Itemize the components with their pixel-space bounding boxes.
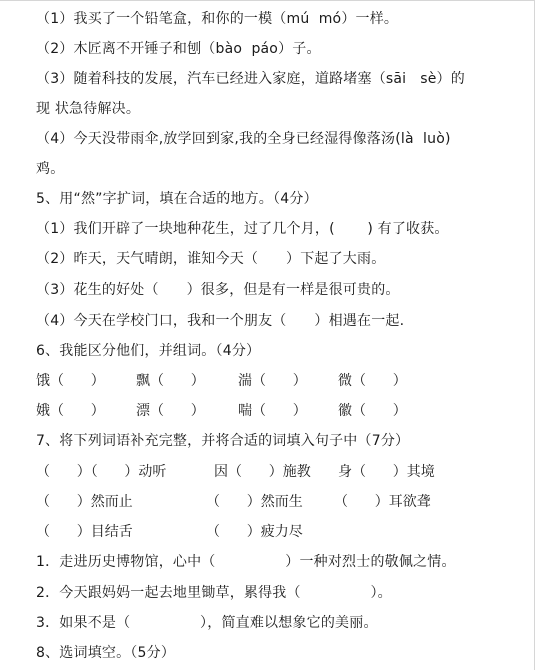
q6-row1-word-1: 饿（ ） xyxy=(36,373,105,389)
q8-title: 8、选词填空。（5分） xyxy=(36,645,176,661)
q5-item-3: （3）花生的好处（ ）很多，但是有一样是很可贵的。 xyxy=(36,282,400,298)
page-border-top xyxy=(0,0,534,1)
q7-sentence-3: 3．如果不是（ ），简直难以想象它的美丽。 xyxy=(36,615,378,631)
q6-row1-word-2: 飘（ ） xyxy=(136,373,205,389)
q7-row3-idiom-2: （ ）疲力尽 xyxy=(206,524,303,540)
q7-row1-idiom-1: （ ）（ ）动听 xyxy=(36,464,167,480)
q4-item-4-cont: 鸡。 xyxy=(36,161,65,177)
q6-row2-word-2: 漂（ ） xyxy=(136,403,205,419)
q4-item-2: （2）木匠离不开锤子和刨（bào páo）子。 xyxy=(36,41,321,57)
q7-row1-idiom-2: 因（ ）施教 xyxy=(214,464,311,480)
q4-item-4: （4）今天没带雨伞,放学回到家,我的全身已经湿得像落汤(là luò) xyxy=(36,131,451,147)
q6-row1-word-3: 湍（ ） xyxy=(238,373,307,389)
q6-row2-word-3: 喘（ ） xyxy=(238,403,307,419)
q5-title: 5、用“然”字扩词，填在合适的地方。（4分） xyxy=(36,191,318,207)
q4-item-1: （1）我买了一个铅笔盒，和你的一模（mú mó）一样。 xyxy=(36,11,399,27)
q7-sentence-1: 1．走进历史博物馆，心中（ ）一种对烈士的敬佩之情。 xyxy=(36,554,456,570)
q5-item-1: （1）我们开辟了一块地种花生，过了几个月，( ) 有了收获。 xyxy=(36,221,449,237)
q7-row1-idiom-3: 身（ ）其境 xyxy=(338,464,435,480)
q7-row3-idiom-1: （ ）目结舌 xyxy=(36,524,133,540)
q7-row2-idiom-1: （ ）然而止 xyxy=(36,494,133,510)
q7-sentence-2: 2．今天跟妈妈一起去地里锄草，累得我（ ）。 xyxy=(36,585,392,601)
q4-item-3: （3）随着科技的发展，汽车已经进入家庭，道路堵塞（sāi sè）的 xyxy=(36,71,465,87)
q4-item-3-cont: 现 状急待解决。 xyxy=(36,101,141,117)
q6-title: 6、我能区分他们，并组词。（4分） xyxy=(36,343,261,359)
q6-row2-word-1: 娥（ ） xyxy=(36,403,105,419)
q5-item-2: （2）昨天，天气晴朗，谁知今天（ ）下起了大雨。 xyxy=(36,251,386,267)
page-border-right xyxy=(534,0,535,670)
q7-row2-idiom-3: （ ）耳欲聋 xyxy=(334,494,431,510)
q7-title: 7、将下列词语补充完整，并将合适的词填入句子中（7分） xyxy=(36,433,410,449)
q6-row1-word-4: 微（ ） xyxy=(338,373,407,389)
q6-row2-word-4: 徽（ ） xyxy=(338,403,407,419)
q5-item-4: （4）今天在学校门口，我和一个朋友（ ）相遇在一起. xyxy=(36,313,405,329)
q7-row2-idiom-2: （ ）然而生 xyxy=(206,494,303,510)
